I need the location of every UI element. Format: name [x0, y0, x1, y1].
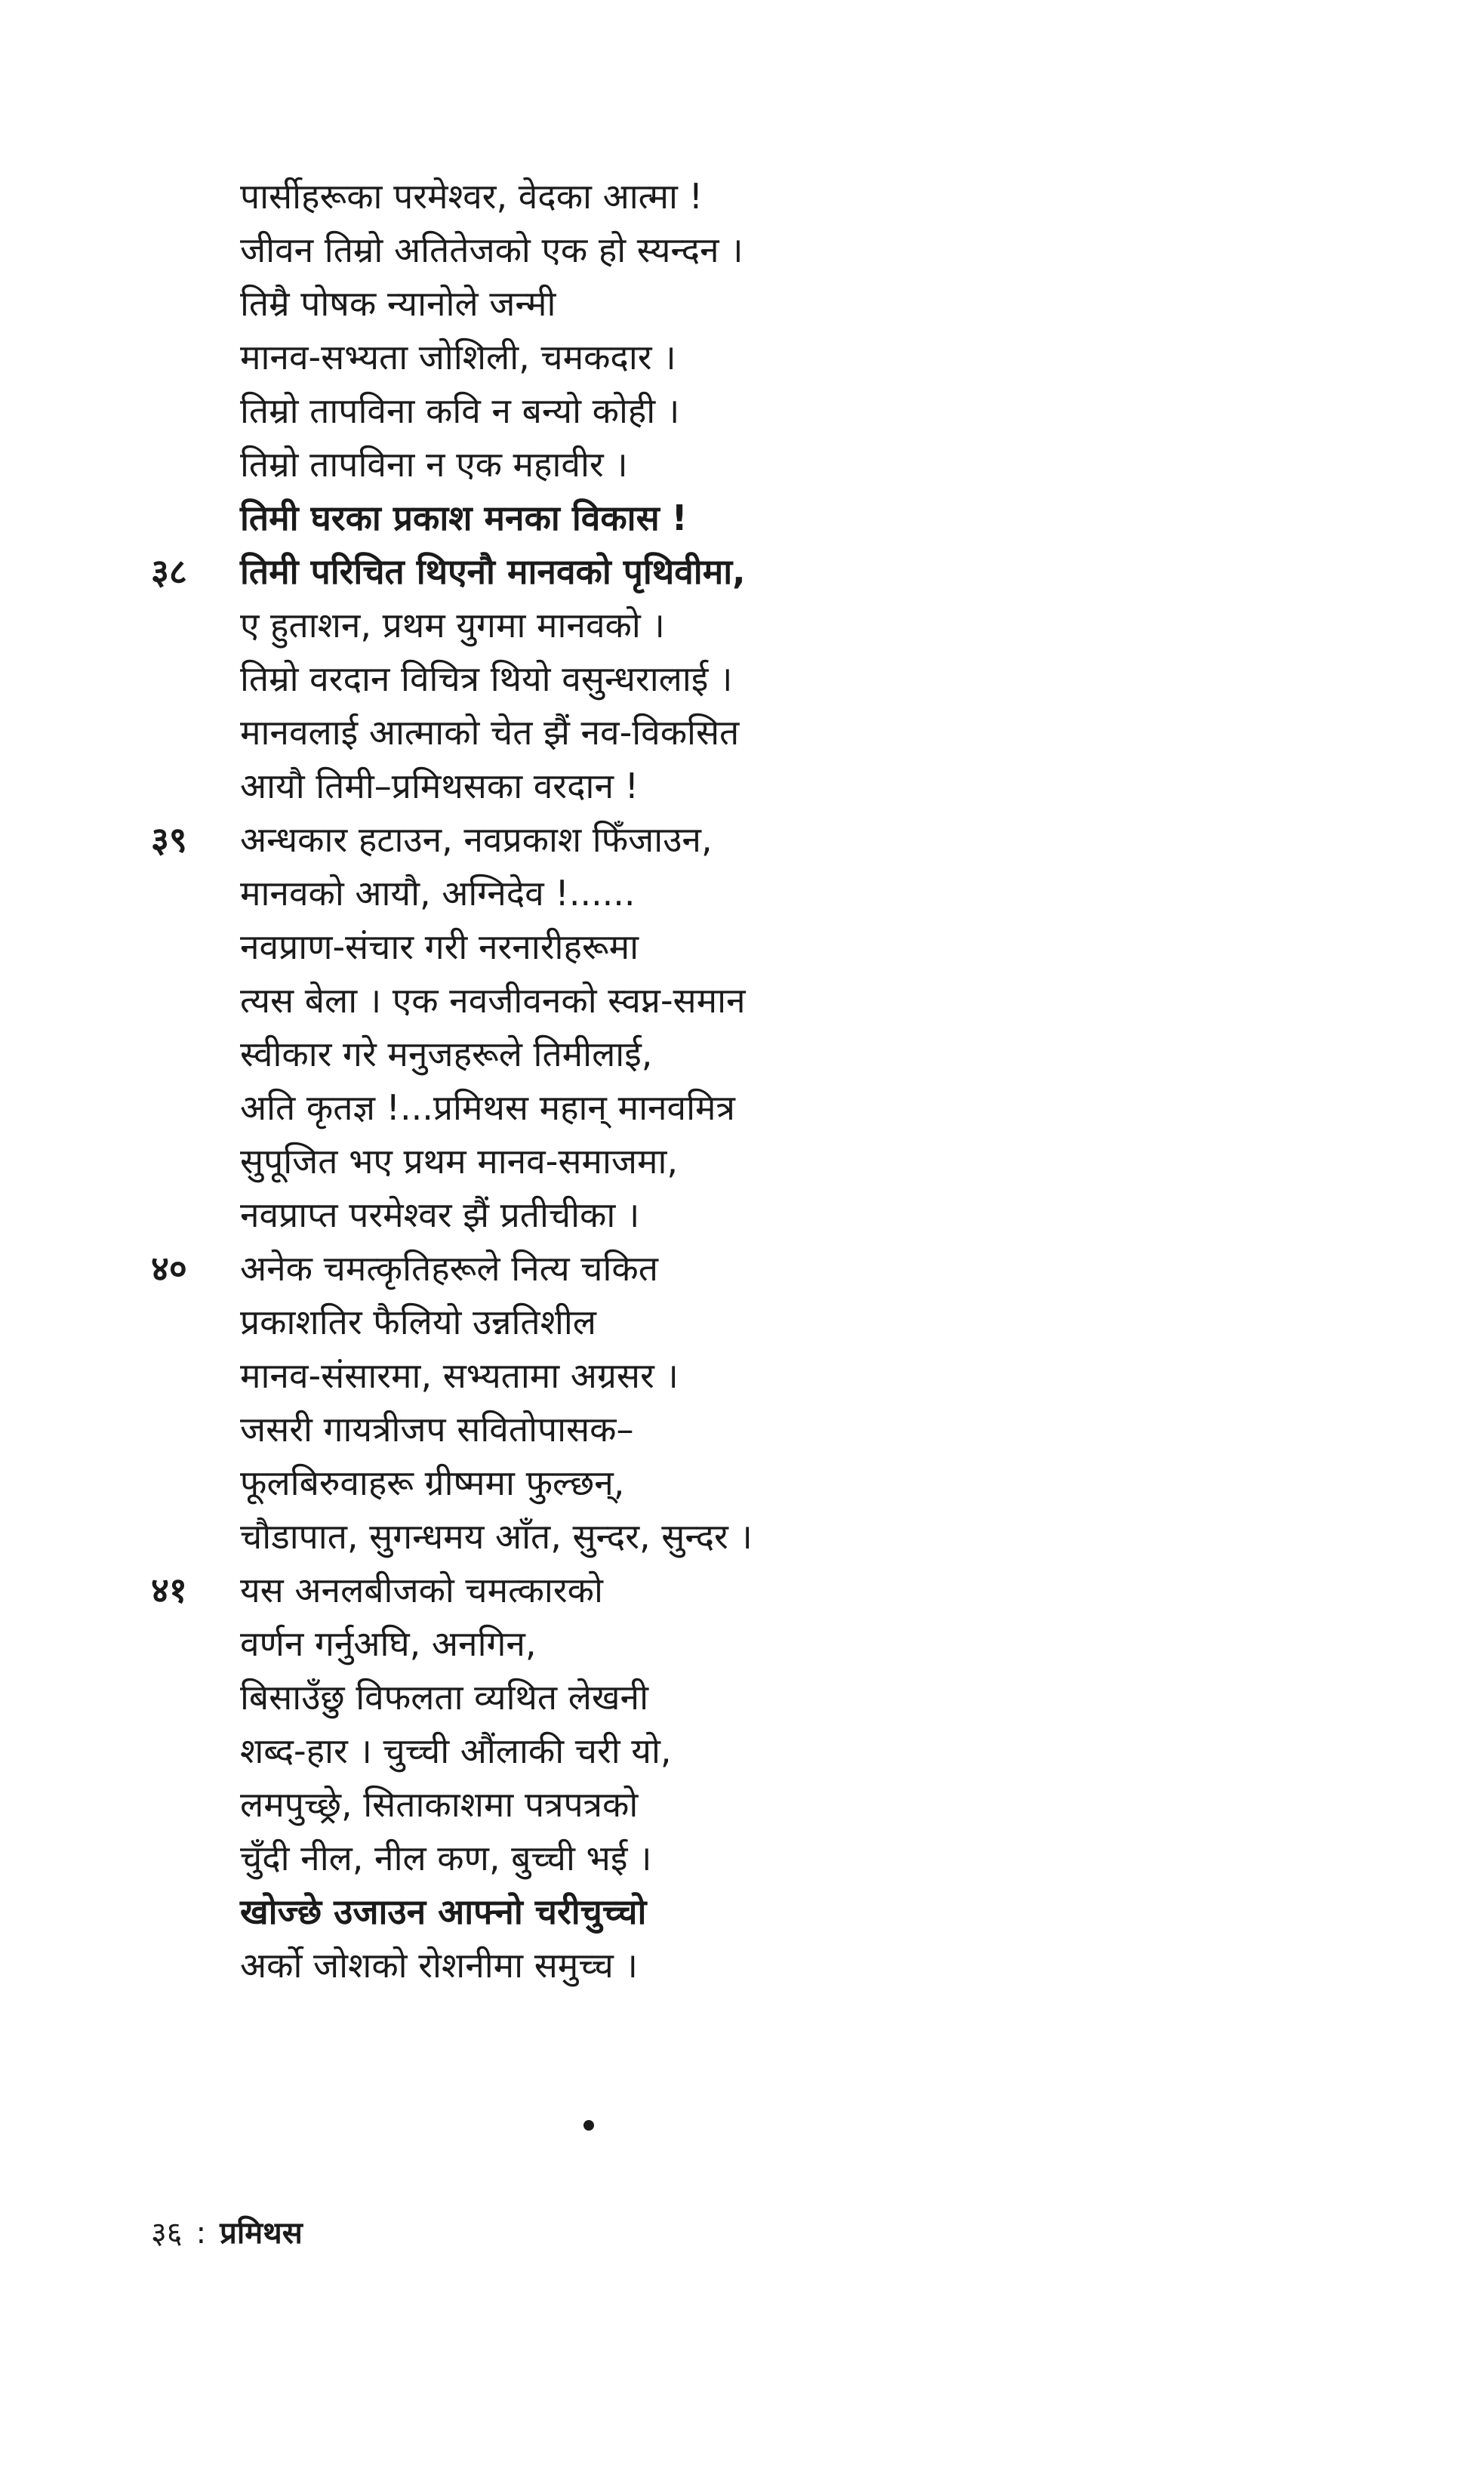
poem-line: अति कृतज्ञ !...प्रमिथस महान् मानवमित्र	[240, 1087, 735, 1128]
book-title: प्रमिथस	[220, 2216, 303, 2251]
poem-line: नवप्राण-संचार गरी नरनारीहरूमा	[240, 926, 639, 967]
poem-body	[151, 170, 1313, 1992]
footer-separator: :	[196, 2216, 207, 2251]
section-end-dot	[583, 2120, 594, 2131]
poem-line: नवप्राप्त परमेश्वर झैं प्रतीचीका ।	[240, 1194, 640, 1235]
poem-line: तिम्रै पोषक न्यानोले जन्मी	[240, 283, 556, 324]
poem-line: जसरी गायत्रीजप सवितोपासक–	[240, 1409, 634, 1450]
stanza-38	[151, 545, 1313, 813]
poem-line: त्यस बेला । एक नवजीवनको स्वप्न-समान	[240, 980, 746, 1021]
verse-number: ४१	[151, 1570, 187, 1610]
poem-line: सुपूजित भए प्रथम मानव-समाजमा,	[240, 1141, 679, 1182]
poem-line: मानव-सभ्यता जोशिली, चमकदार ।	[240, 337, 676, 378]
stanza-39	[151, 813, 1313, 1242]
poem-line: आयौ तिमी–प्रमिथसका वरदान !	[240, 766, 639, 806]
poem-line: मानवलाई आत्माको चेत झैं नव-विकसित	[240, 712, 740, 753]
page-number: ३६	[151, 2216, 183, 2251]
poem-line: अनेक चमत्कृतिहरूले नित्य चकित	[240, 1248, 658, 1289]
poem-line: मानवको आयौ, अग्निदेव !......	[240, 873, 636, 914]
stanza-40	[151, 1242, 1313, 1564]
poem-line: प्रकाशतिर फैलियो उन्नतिशील	[240, 1302, 596, 1342]
poem-line: शब्द-हार । चुच्ची औंलाकी चरी यो,	[240, 1730, 672, 1771]
poem-line: चौडापात, सुगन्धमय आँत, सुन्दर, सुन्दर ।	[240, 1516, 753, 1557]
poem-line: अर्को जोशको रोशनीमा समुच्च ।	[240, 1945, 638, 1986]
stanza-37	[151, 170, 1313, 545]
poem-line: मानव-संसारमा, सभ्यतामा अग्रसर ।	[240, 1355, 679, 1396]
poem-line: लमपुच्छ्रे, सिताकाशमा पत्रपत्रको	[240, 1784, 639, 1825]
poem-line: स्वीकार गरे मनुजहरूले तिमीलाई,	[240, 1034, 653, 1074]
page-footer	[151, 2212, 303, 2254]
poem-line: तिम्रो तापविना न एक महावीर ।	[240, 444, 628, 485]
poem-line: तिमी घरका प्रकाश मनका विकास !	[240, 498, 688, 538]
poem-line: तिमी परिचित थिएनौ मानवको पृथिवीमा,	[240, 551, 746, 592]
poem-line: वर्णन गर्नुअघि, अनगिन,	[240, 1623, 537, 1664]
poem-line: चुँदी नील, नील कण, बुच्ची भई ।	[240, 1838, 652, 1878]
poem-line: अन्धकार हटाउन, नवप्रकाश फिँजाउन,	[240, 819, 713, 860]
poem-line: तिम्रो वरदान विचित्र थियो वसुन्धरालाई ।	[240, 658, 733, 699]
poem-line: तिम्रो तापविना कवि न बन्यो कोही ।	[240, 390, 680, 431]
poem-line: फूलबिरुवाहरू ग्रीष्ममा फुल्छन्,	[240, 1462, 625, 1503]
poem-line: पार्सीहरूका परमेश्वर, वेदका आत्मा !	[240, 176, 704, 217]
poem-line: बिसाउँछु विफलता व्यथित लेखनी	[240, 1677, 648, 1718]
poem-line: खोज्छे उजाउन आफ्नो चरीचुच्चो	[240, 1891, 647, 1932]
verse-number: ३८	[151, 551, 187, 592]
poem-line: यस अनलबीजको चमत्कारको	[240, 1570, 603, 1610]
poem-line: ए हुताशन, प्रथम युगमा मानवको ।	[240, 605, 665, 646]
poem-line: जीवन तिम्रो अतितेजको एक हो स्यन्दन ।	[240, 230, 744, 270]
verse-number: ३९	[151, 819, 187, 860]
stanza-41	[151, 1564, 1313, 1992]
verse-number: ४०	[151, 1248, 187, 1289]
